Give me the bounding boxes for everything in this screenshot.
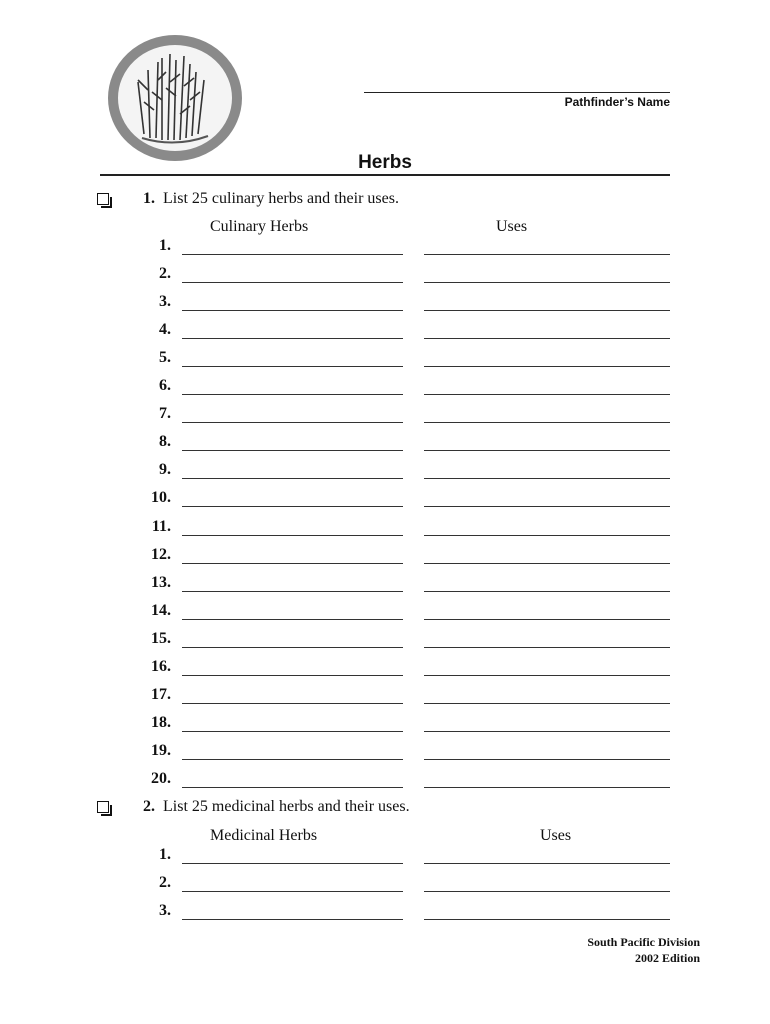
pathfinder-name-label: Pathfinder’s Name <box>564 95 670 109</box>
row-number: 8. <box>159 433 171 451</box>
use-answer-line[interactable] <box>424 506 670 507</box>
answer-row <box>0 602 770 630</box>
question-1-text: List 25 culinary herbs and their uses. <box>163 190 399 207</box>
row-number: 12. <box>151 545 171 563</box>
answer-row <box>0 489 770 517</box>
answer-row <box>0 377 770 405</box>
answer-row <box>0 658 770 686</box>
answer-row <box>0 349 770 377</box>
footer-edition: 2002 Edition <box>634 951 700 965</box>
row-number: 7. <box>159 405 171 423</box>
herb-answer-line[interactable] <box>182 506 403 507</box>
herb-answer-line[interactable] <box>182 619 403 620</box>
question-2 <box>143 798 410 816</box>
herb-answer-line[interactable] <box>182 535 403 536</box>
question-2-checkbox-icon[interactable] <box>97 801 109 813</box>
row-number: 17. <box>151 685 171 703</box>
row-number: 3. <box>159 293 171 311</box>
row-number: 6. <box>159 377 171 395</box>
answer-row <box>0 461 770 489</box>
use-answer-line[interactable] <box>424 478 670 479</box>
use-answer-line[interactable] <box>424 591 670 592</box>
use-answer-line[interactable] <box>424 366 670 367</box>
herb-badge-icon <box>104 30 246 166</box>
medicinal-herbs-header: Medicinal Herbs <box>210 827 318 844</box>
herb-answer-line[interactable] <box>182 310 403 311</box>
herb-answer-line[interactable] <box>182 422 403 423</box>
row-number: 20. <box>151 769 171 787</box>
question-2-text: List 25 medicinal herbs and their uses. <box>163 798 410 815</box>
answer-row <box>0 574 770 602</box>
row-number: 2. <box>159 874 171 891</box>
answer-row <box>0 630 770 658</box>
answer-row <box>0 518 770 546</box>
row-number: 2. <box>159 265 171 283</box>
herb-answer-line[interactable] <box>182 282 403 283</box>
use-answer-line[interactable] <box>424 422 670 423</box>
answer-row <box>0 874 770 902</box>
use-answer-line[interactable] <box>424 535 670 536</box>
answer-row <box>0 265 770 293</box>
answer-row <box>0 237 770 265</box>
herb-answer-line[interactable] <box>182 338 403 339</box>
row-number: 5. <box>159 349 171 367</box>
culinary-herbs-header: Culinary Herbs <box>210 218 309 235</box>
row-number: 19. <box>151 741 171 759</box>
use-answer-line[interactable] <box>424 563 670 564</box>
answer-row <box>0 405 770 433</box>
herb-answer-line[interactable] <box>182 254 403 255</box>
answer-row <box>0 433 770 461</box>
row-number: 16. <box>151 657 171 675</box>
herb-answer-line[interactable] <box>182 478 403 479</box>
herb-answer-line[interactable] <box>182 450 403 451</box>
use-answer-line[interactable] <box>424 863 670 864</box>
footer <box>587 934 700 966</box>
use-answer-line[interactable] <box>424 675 670 676</box>
herb-answer-line[interactable] <box>182 731 403 732</box>
herb-badge-logo <box>104 30 246 166</box>
row-number: 4. <box>159 321 171 339</box>
row-number: 15. <box>151 629 171 647</box>
row-number: 3. <box>159 902 171 919</box>
use-answer-line[interactable] <box>424 338 670 339</box>
use-answer-line[interactable] <box>424 891 670 892</box>
herb-answer-line[interactable] <box>182 591 403 592</box>
use-answer-line[interactable] <box>424 450 670 451</box>
use-answer-line[interactable] <box>424 787 670 788</box>
herb-answer-line[interactable] <box>182 891 403 892</box>
row-number: 9. <box>159 461 171 479</box>
uses-header-1: Uses <box>496 218 528 235</box>
row-number: 18. <box>151 713 171 731</box>
herb-answer-line[interactable] <box>182 647 403 648</box>
answer-row <box>0 293 770 321</box>
row-number: 11. <box>151 517 171 535</box>
question-1-checkbox-icon[interactable] <box>97 193 109 205</box>
answer-row <box>0 686 770 714</box>
page-title: Herbs <box>358 152 412 173</box>
question-1 <box>143 190 399 208</box>
footer-division: South Pacific Division <box>587 935 700 949</box>
use-answer-line[interactable] <box>424 310 670 311</box>
uses-header-2: Uses <box>540 827 572 844</box>
question-2-number: 2. <box>143 798 155 815</box>
use-answer-line[interactable] <box>424 731 670 732</box>
herb-answer-line[interactable] <box>182 703 403 704</box>
answer-row <box>0 770 770 798</box>
herb-answer-line[interactable] <box>182 394 403 395</box>
row-number: 1. <box>159 846 171 863</box>
row-number: 13. <box>151 573 171 591</box>
herb-answer-line[interactable] <box>182 863 403 864</box>
use-answer-line[interactable] <box>424 759 670 760</box>
use-answer-line[interactable] <box>424 919 670 920</box>
question-1-number: 1. <box>143 190 155 207</box>
answer-row <box>0 742 770 770</box>
use-answer-line[interactable] <box>424 703 670 704</box>
herb-answer-line[interactable] <box>182 787 403 788</box>
title-divider <box>100 174 670 176</box>
use-answer-line[interactable] <box>424 647 670 648</box>
herb-answer-line[interactable] <box>182 563 403 564</box>
use-answer-line[interactable] <box>424 282 670 283</box>
row-number: 10. <box>151 489 171 507</box>
herb-answer-line[interactable] <box>182 675 403 676</box>
row-number: 1. <box>159 237 171 254</box>
herb-answer-line[interactable] <box>182 366 403 367</box>
answer-row <box>0 714 770 742</box>
use-answer-line[interactable] <box>424 619 670 620</box>
answer-row <box>0 546 770 574</box>
answer-row <box>0 321 770 349</box>
herb-answer-line[interactable] <box>182 759 403 760</box>
answer-row <box>0 902 770 930</box>
answer-row <box>0 846 770 874</box>
pathfinder-name-line[interactable] <box>364 92 670 93</box>
herb-answer-line[interactable] <box>182 919 403 920</box>
use-answer-line[interactable] <box>424 254 670 255</box>
row-number: 14. <box>151 601 171 619</box>
use-answer-line[interactable] <box>424 394 670 395</box>
